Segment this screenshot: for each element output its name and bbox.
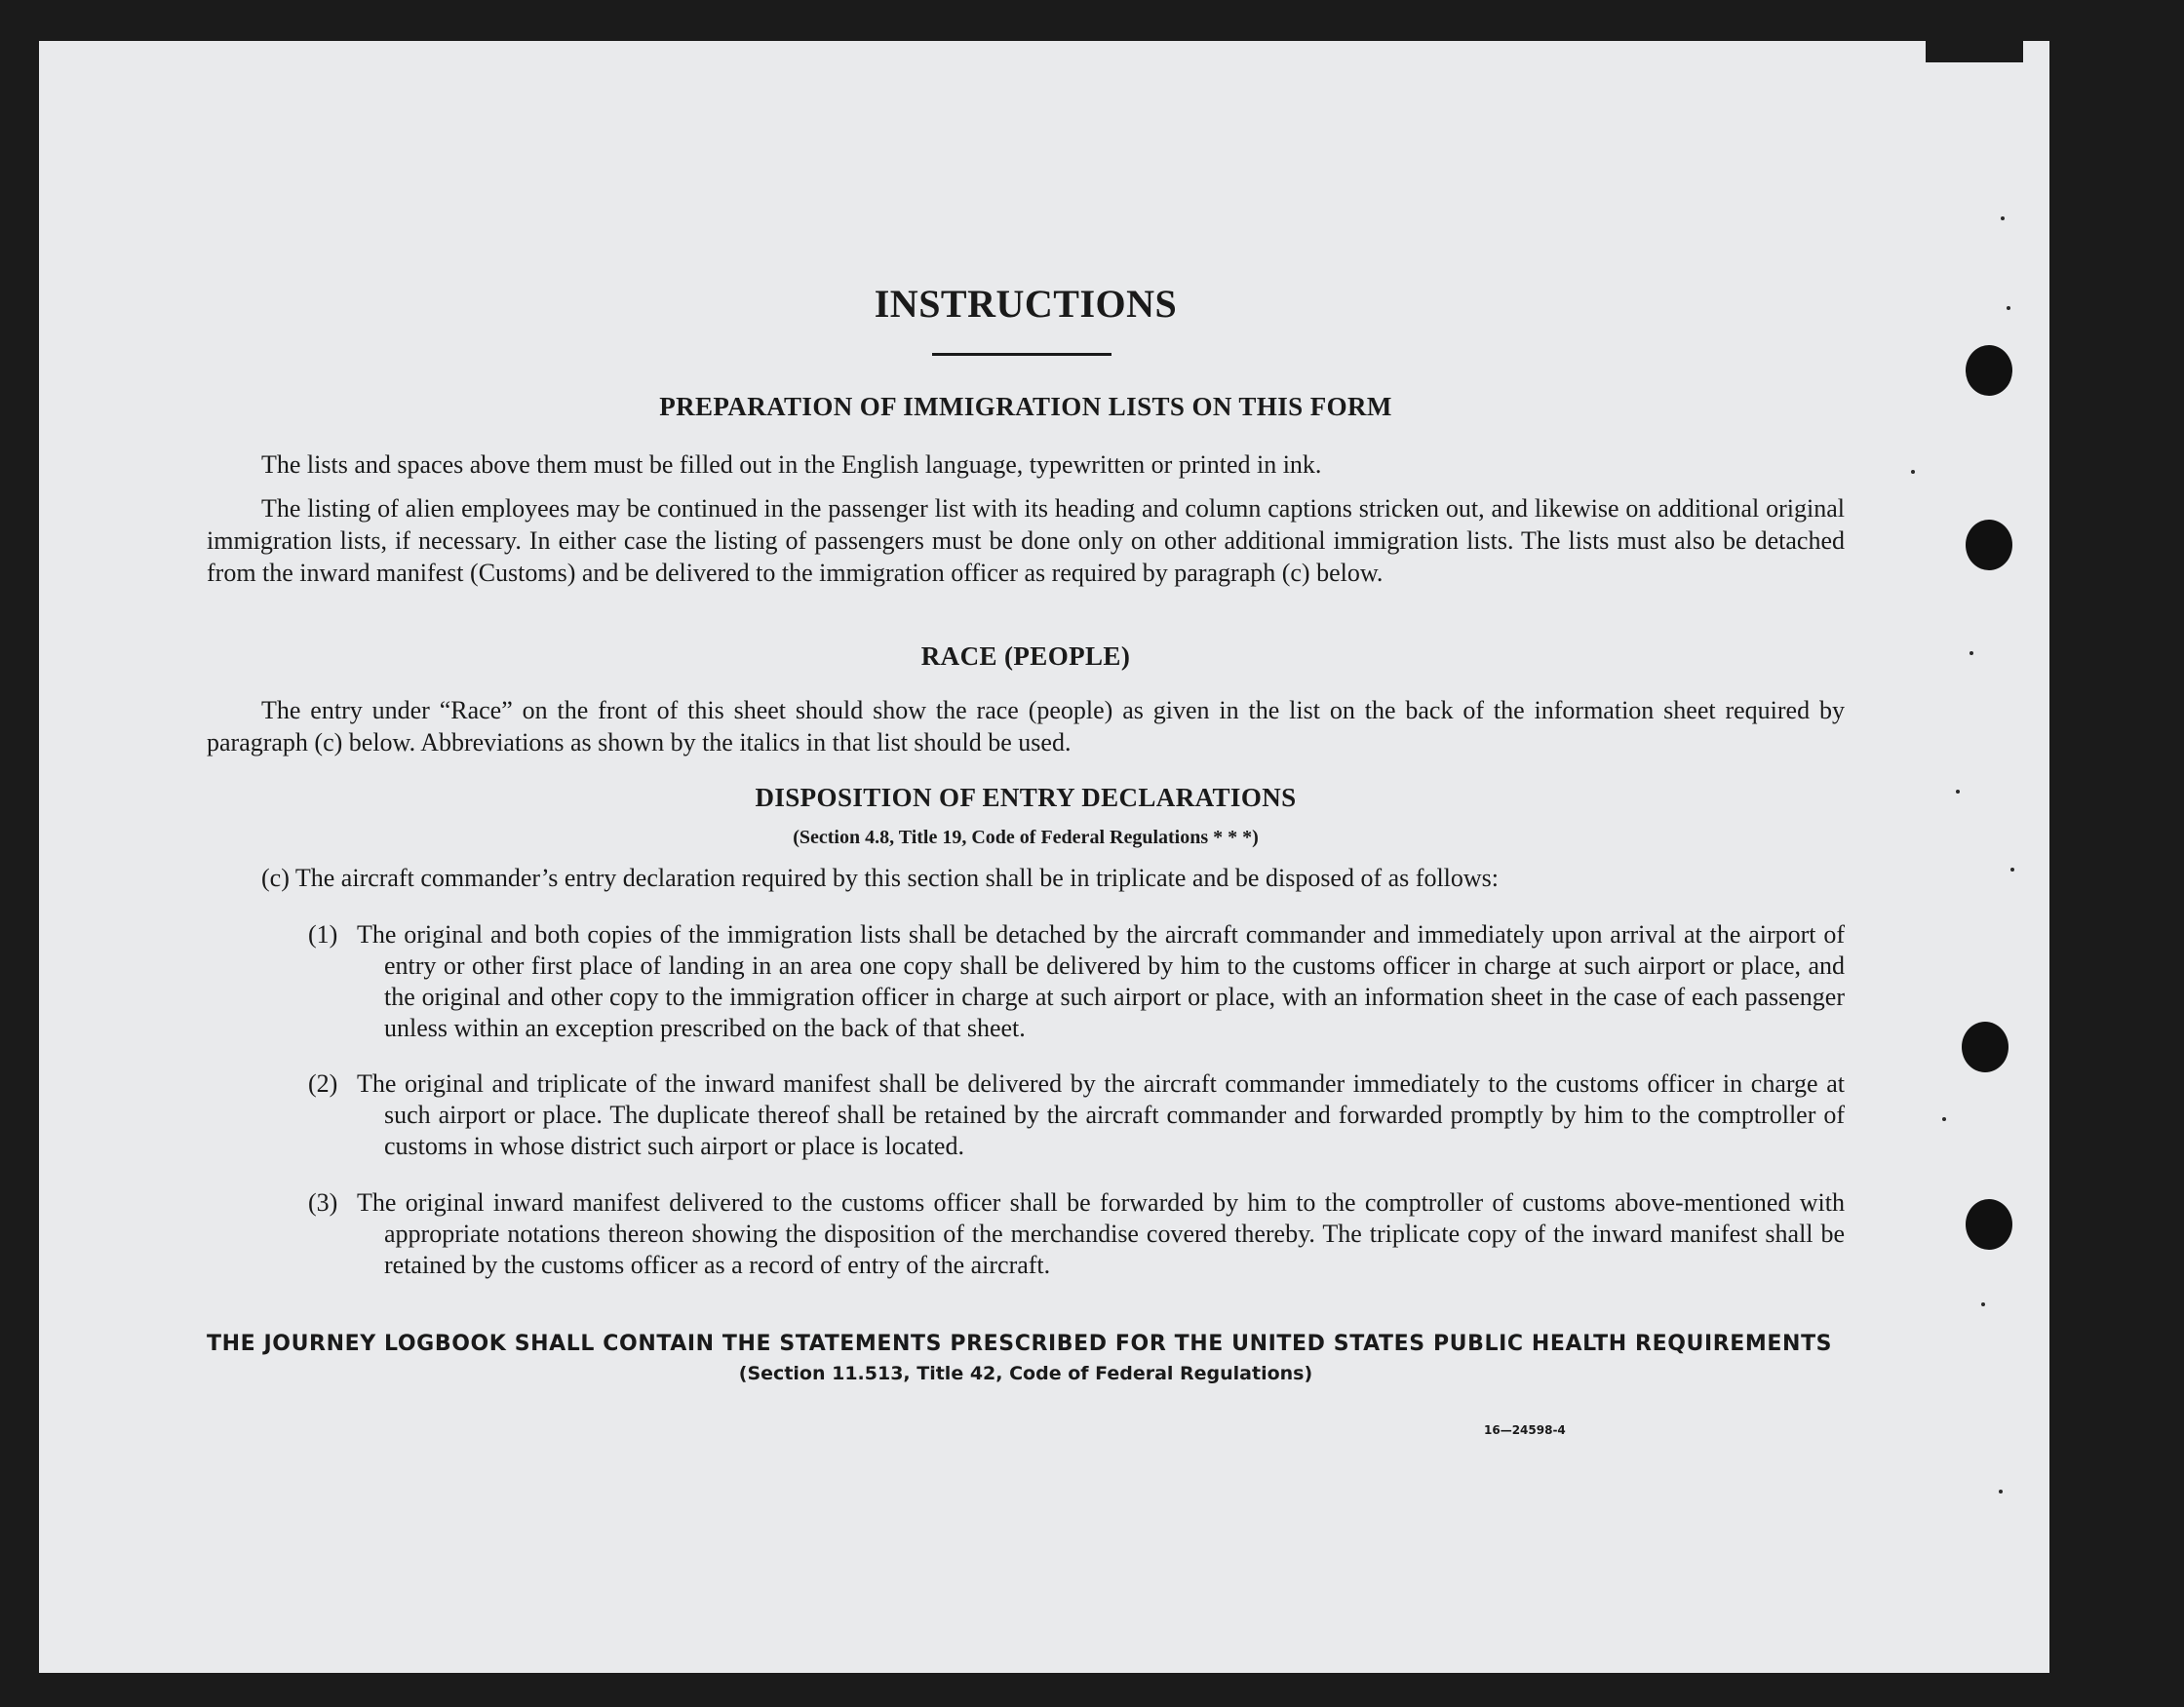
citation-title-19: (Section 4.8, Title 19, Code of Federal Regulations * * *) [793, 827, 1259, 848]
scan-speck [2010, 868, 2014, 872]
item-number: (3) [308, 1188, 338, 1217]
heading-disposition: DISPOSITION OF ENTRY DECLARATIONS [755, 783, 1297, 812]
heading-race: RACE (PEOPLE) [920, 641, 1131, 671]
item-text: The original and both copies of the immigration lists shall be detached by the aircraft commander and immediately upon arrival at the airport of entry or other first place of landing in an area one copy shall be delivered by him to the customs officer in charge at such airport or place, and the original and other copy to the immigration officer in charge at such airport or place, with an information sheet in the case of each passenger unless within an exception prescribed on the back of that sheet. [357, 920, 1845, 1042]
page-title: INSTRUCTIONS [874, 282, 1178, 326]
public-health-statement: THE JOURNEY LOGBOOK SHALL CONTAIN THE STATEMENTS PRESCRIBED FOR THE UNITED STATES PUBLIC HEALTH REQUIREMENTS [207, 1332, 1833, 1356]
scan-speck [2001, 216, 2005, 220]
item-text: The original and triplicate of the inward manifest shall be delivered by the aircraft commander immediately to the customs officer in charge at such airport or place. The duplicate thereof shall be retained by the aircraft commander and forwarded promptly by him to the comptroller of customs in whose district such airport or place is located. [357, 1069, 1845, 1160]
list-item [308, 919, 1845, 1044]
citation-title-42: (Section 11.513, Title 42, Code of Federal Regulations) [738, 1363, 1313, 1384]
binder-hole-1 [1966, 345, 2012, 396]
scan-speck [2007, 306, 2010, 310]
scan-edge-shadow [1926, 41, 2023, 62]
paragraph-alien-employees: The listing of alien employees may be continued in the passenger list with its heading and column captions stricken out, and likewise on additional original immigration lists, if necessary. In either case the listing of passengers must be done only on other additional immigration lists. The lists must also be detached from the inward manifest (Customs) and be delivered to the immigration officer as required by paragraph (c) below. [207, 494, 1845, 587]
title-underline [932, 353, 1112, 356]
binder-hole-4 [1966, 1199, 2012, 1250]
form-number: 16—24598-4 [1484, 1423, 1566, 1437]
binder-hole-2 [1966, 520, 2012, 570]
item-text: The original inward manifest delivered to the customs officer shall be forwarded by him to the comptroller of customs above-mentioned with appropriate notations thereon showing the disposition of the merchandise covered thereby. The triplicate copy of the inward manifest shall be retained by the customs officer as a record of entry of the aircraft. [357, 1188, 1845, 1279]
list-item [308, 1187, 1845, 1281]
item-number: (2) [308, 1069, 338, 1098]
scan-speck [1942, 1117, 1946, 1121]
paragraph-race: The entry under “Race” on the front of this sheet should show the race (people) as given in the list on the back of the information sheet required by paragraph (c) below. Abbreviations as shown by the italics in that list should be used. [207, 696, 1845, 757]
scan-speck [1999, 1490, 2003, 1494]
scan-speck [1981, 1302, 1985, 1306]
heading-immigration-lists: PREPARATION OF IMMIGRATION LISTS ON THIS FORM [659, 392, 1392, 421]
list-item [308, 1068, 1845, 1162]
binder-hole-3 [1962, 1022, 2008, 1072]
paragraph-c-intro: (c) The aircraft commander’s entry declaration required by this section shall be in triplicate and be disposed of as follows: [261, 864, 1500, 892]
item-number: (1) [308, 920, 338, 949]
paragraph-english-language: The lists and spaces above them must be filled out in the English language, typewritten or printed in ink. [261, 450, 1322, 479]
scan-speck [1911, 470, 1915, 474]
scan-speck [1970, 651, 1973, 655]
scan-speck [1956, 790, 1960, 794]
